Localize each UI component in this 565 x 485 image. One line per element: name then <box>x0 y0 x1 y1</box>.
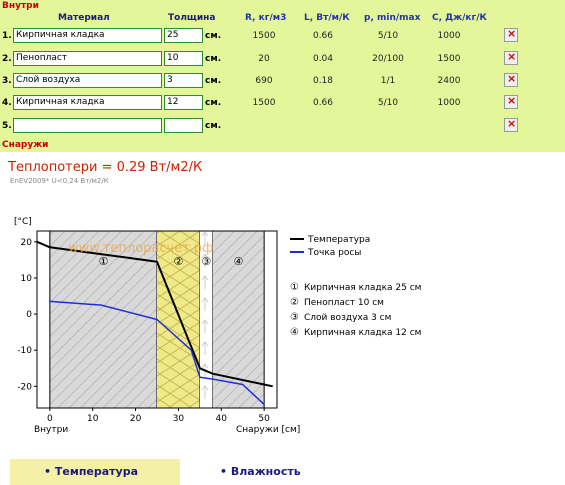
legend-layer-number: ③ <box>290 312 299 323</box>
row-number: 1. <box>2 31 12 41</box>
thickness-input[interactable]: 10 <box>164 51 203 66</box>
x-axis-label: Снаружи [см] <box>236 425 301 435</box>
delete-row-button[interactable] <box>504 51 518 65</box>
tab-temperature[interactable] <box>10 459 180 485</box>
thickness-input[interactable]: 12 <box>164 95 203 110</box>
x-tick-label: 20 <box>129 414 142 424</box>
legend-layer-label: Пенопласт 10 см <box>304 298 384 308</box>
heatcap-value: 1500 <box>437 54 461 64</box>
y-tick-label: 10 <box>20 273 32 284</box>
material-input[interactable]: Пенопласт <box>13 51 162 66</box>
col-density-header: R, кг/м3 <box>245 13 287 23</box>
legend-layer-number: ① <box>290 282 299 293</box>
tab-humidity-label: • Влажность <box>220 465 301 478</box>
delete-row-button[interactable] <box>504 28 518 42</box>
legend-layer-number: ② <box>290 297 299 308</box>
permeability-value: 1/1 <box>380 76 396 86</box>
row-number: 4. <box>2 98 12 108</box>
density-value: 1500 <box>252 31 276 41</box>
heatcap-value: 1000 <box>437 31 461 41</box>
layer-number-4: ④ <box>233 255 244 268</box>
x-tick-label: 30 <box>172 414 185 424</box>
delete-icon: × <box>507 72 517 85</box>
delete-row-button[interactable] <box>504 73 518 87</box>
delete-row-button[interactable] <box>504 95 518 109</box>
y-axis-label: [°C] <box>14 217 32 227</box>
thickness-input[interactable] <box>164 118 203 133</box>
x-tick-label: 0 <box>46 414 53 424</box>
y-tick-label: -10 <box>17 346 32 357</box>
conductivity-value: 0.66 <box>312 31 334 41</box>
legend-layer-number: ④ <box>290 327 299 338</box>
thickness-unit: см. <box>205 31 222 41</box>
thickness-input[interactable]: 3 <box>164 73 203 88</box>
permeability-value: 5/10 <box>377 98 399 108</box>
col-material-header: Материал <box>58 13 110 23</box>
col-permeability-header: p, min/max <box>364 13 421 23</box>
inside-label: Внутри <box>2 1 39 11</box>
delete-row-button[interactable] <box>504 118 518 132</box>
heat-loss-title: Теплопотери = 0.29 Вт/м2/К <box>8 160 203 175</box>
layer-number-3: ③ <box>201 255 212 268</box>
delete-icon: × <box>507 94 517 107</box>
col-thickness-header: Толщина <box>168 13 216 23</box>
thickness-unit: см. <box>205 76 222 86</box>
col-conductivity-header: L, Вт/м/К <box>304 13 350 23</box>
permeability-value: 5/10 <box>377 31 399 41</box>
heatcap-value: 1000 <box>437 98 461 108</box>
thickness-input[interactable]: 25 <box>164 28 203 43</box>
legend-layer-label: Кирпичная кладка 25 см <box>304 283 422 293</box>
density-value: 690 <box>255 76 273 86</box>
x-tick-label: 10 <box>86 414 99 424</box>
layer-number-1: ① <box>98 255 109 268</box>
y-tick-label: 0 <box>26 310 32 321</box>
legend-series-label: Температура <box>308 235 371 245</box>
legend-series-label: Точка росы <box>308 248 362 258</box>
heatcap-value: 2400 <box>437 76 461 86</box>
x-tick-label: 50 <box>258 414 270 424</box>
thickness-unit: см. <box>205 54 222 64</box>
conductivity-value: 0.18 <box>312 76 334 86</box>
row-number: 5. <box>2 121 12 131</box>
outside-label: Снаружи <box>2 140 49 150</box>
thickness-unit: см. <box>205 98 222 108</box>
conductivity-value: 0.66 <box>312 98 334 108</box>
delete-icon: × <box>507 117 517 130</box>
density-value: 1500 <box>252 98 276 108</box>
density-value: 20 <box>258 54 270 64</box>
heat-loss-norm: EnEV2009* U<0,24 Вт/м2/К <box>10 177 109 185</box>
y-tick-label: -20 <box>17 382 32 393</box>
row-number: 2. <box>2 54 12 64</box>
watermark: www.теплорасчет.рф <box>68 241 214 256</box>
row-number: 3. <box>2 76 12 86</box>
y-tick-label: 20 <box>20 237 32 248</box>
delete-icon: × <box>507 50 517 63</box>
legend-layer-label: Кирпичная кладка 12 см <box>304 328 422 338</box>
temperature-chart <box>0 205 565 465</box>
delete-icon: × <box>507 27 517 40</box>
conductivity-value: 0.04 <box>312 54 334 64</box>
layer-number-2: ② <box>173 255 184 268</box>
tab-temperature-label: • Температура <box>44 465 139 478</box>
material-input[interactable]: Кирпичная кладка <box>13 28 162 43</box>
tab-humidity[interactable] <box>190 459 360 485</box>
material-input[interactable]: Кирпичная кладка <box>13 95 162 110</box>
col-heatcap-header: С, Дж/кг/К <box>432 13 487 23</box>
thickness-unit: см. <box>205 121 222 131</box>
x-tick-label: 40 <box>215 414 228 424</box>
material-input[interactable]: Слой воздуха <box>13 73 162 88</box>
x-axis-inside-label: Внутри <box>34 425 69 435</box>
permeability-value: 20/100 <box>372 54 404 64</box>
legend-layer-label: Слой воздуха 3 см <box>304 313 392 323</box>
material-input[interactable] <box>13 118 162 133</box>
